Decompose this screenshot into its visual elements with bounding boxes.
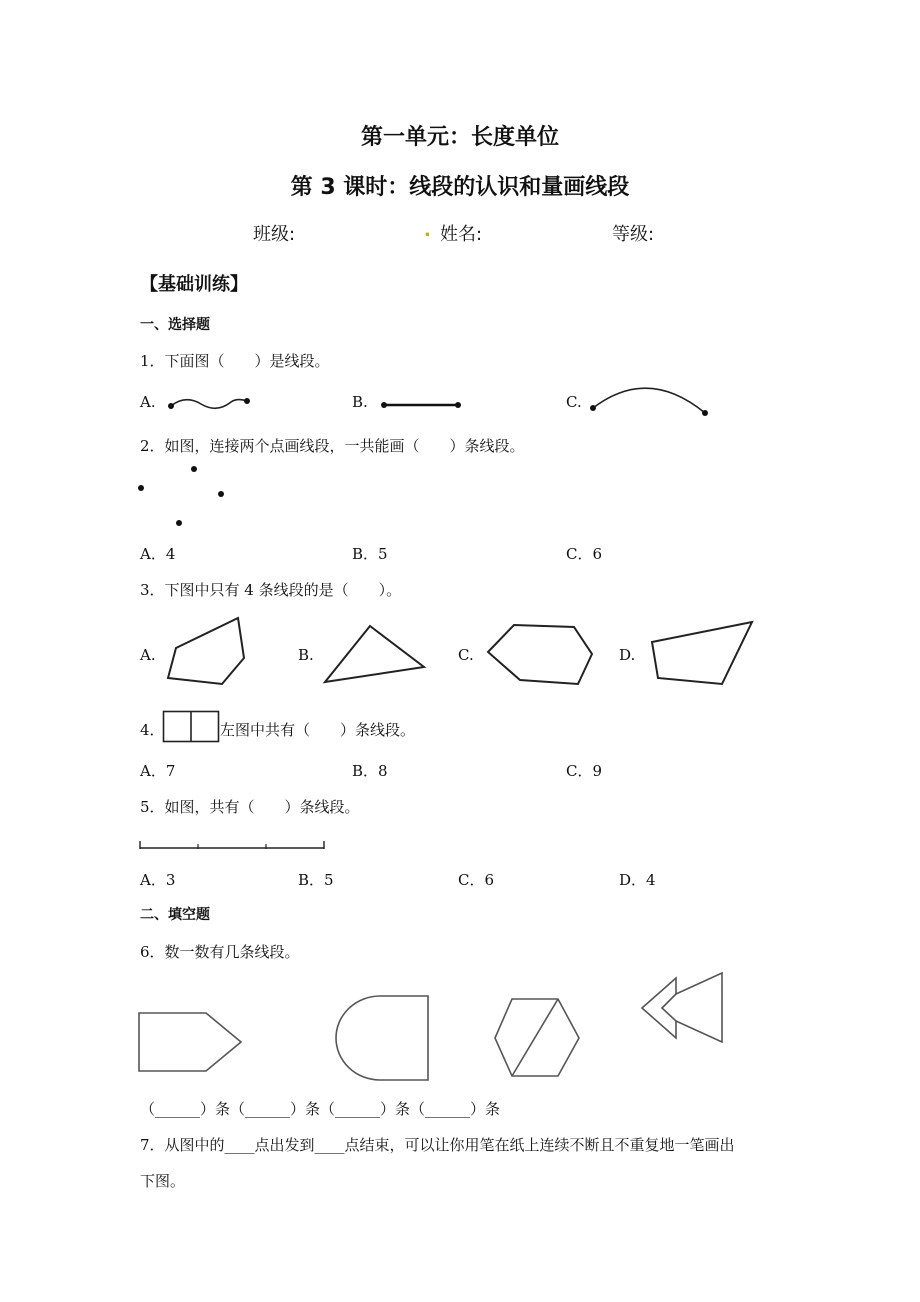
q3-option-b: B.: [298, 646, 314, 664]
part1-heading: 一、选择题: [140, 317, 210, 333]
d-shape-figure: [332, 993, 432, 1083]
name-label: 姓名:: [440, 224, 483, 245]
q3-option-d: D.: [619, 646, 636, 664]
q7-text-line2: 下图。: [140, 1172, 186, 1190]
q2-option-b: B．5: [352, 545, 388, 563]
pentagon-arrow-figure: [136, 1010, 246, 1076]
four-points-figure: [135, 462, 235, 532]
q2-option-a: A．4: [140, 545, 176, 563]
pentagon-figure: [160, 610, 260, 694]
q7-text-line1: 7．从图中的____点出发到____点结束，可以让你用笔在纸上连续不断且不重复地一笔画出: [140, 1136, 735, 1154]
q1-option-c: C.: [566, 393, 582, 411]
straight-segment-figure: [378, 396, 466, 414]
q4-option-b: B．8: [352, 762, 388, 780]
q3-text: 3．下图中只有 4 条线段的是（ ）。: [140, 581, 402, 599]
q5-option-d: D．4: [619, 871, 656, 889]
wavy-line-figure: [165, 392, 255, 416]
page-subtitle: 第 3 课时：线段的认识和量画线段: [290, 175, 630, 200]
q3-option-a: A.: [140, 646, 156, 664]
hexagon-figure: [482, 618, 600, 688]
hexagon-diagonal-figure: [492, 996, 584, 1080]
q4-number: 4．: [140, 721, 165, 739]
double-arrow-figure: [638, 970, 730, 1048]
two-squares-figure: [162, 710, 222, 744]
q5-option-b: B．5: [298, 871, 334, 889]
grade-label: 等级:: [612, 224, 655, 245]
curved-line-figure: [586, 378, 714, 422]
divided-line-figure: [138, 838, 328, 856]
quadrilateral-figure: [646, 614, 760, 690]
class-label: 班级:: [253, 224, 296, 245]
q1-option-a: A.: [140, 393, 156, 411]
q4-option-a: A．7: [140, 762, 176, 780]
q5-text: 5．如图，共有（ ）条线段。: [140, 798, 360, 816]
page-title: 第一单元：长度单位: [360, 125, 559, 150]
q5-option-a: A．3: [140, 871, 176, 889]
triangle-figure: [318, 620, 430, 688]
part2-heading: 二、填空题: [140, 907, 210, 923]
separator-dot: .: [424, 220, 431, 241]
q2-option-c: C．6: [566, 545, 603, 563]
q6-text: 6．数一数有几条线段。: [140, 943, 300, 961]
q4-option-c: C．9: [566, 762, 603, 780]
q4-text: 左图中共有（ ）条线段。: [220, 721, 416, 739]
q3-option-c: C.: [458, 646, 474, 664]
q1-text: 1．下面图（ ）是线段。: [140, 352, 330, 370]
q5-option-c: C．6: [458, 871, 495, 889]
q6-answer-blanks: （______）条（______）条（______）条（______）条: [140, 1100, 501, 1118]
section-title: 【基础训练】: [140, 274, 248, 295]
q2-text: 2．如图，连接两个点画线段，一共能画（ ）条线段。: [140, 437, 525, 455]
q1-option-b: B.: [352, 393, 368, 411]
